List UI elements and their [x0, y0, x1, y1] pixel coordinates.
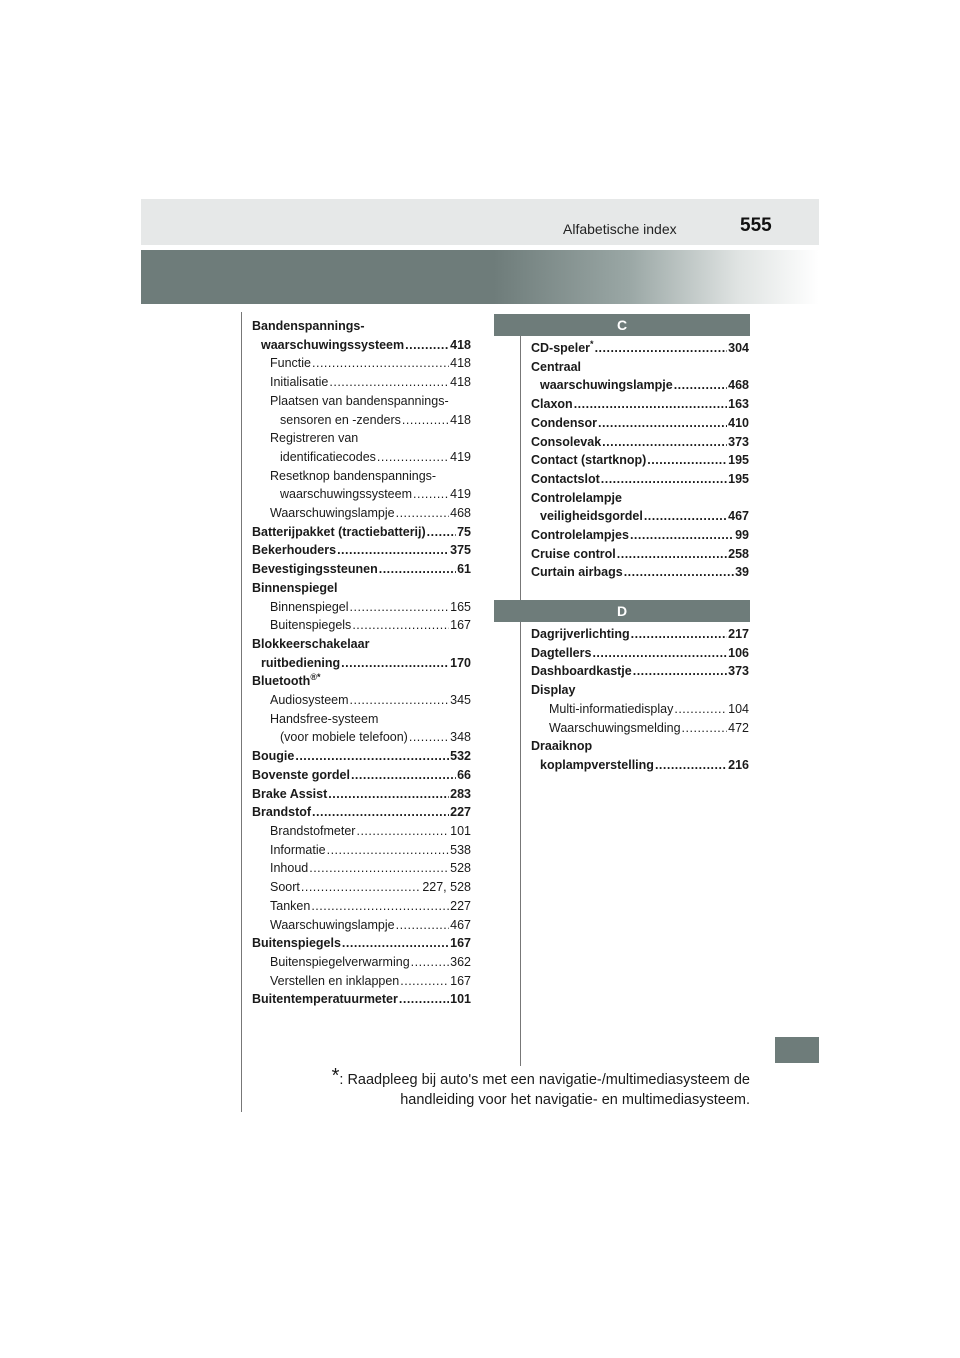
index-entry-text: Registreren van [270, 431, 359, 446]
index-entry-text: Tanken [270, 898, 311, 913]
index-entry-page: 532 [450, 749, 471, 764]
index-entry [252, 785, 471, 804]
index-entry-text: Bekerhouders [252, 543, 337, 558]
index-entry-label [280, 485, 412, 504]
index-entry [252, 747, 471, 766]
leader-dots [427, 523, 456, 542]
leader-dots [574, 395, 727, 414]
leader-dots [309, 859, 449, 878]
index-entry-text: Display [531, 683, 576, 698]
index-entry-page: 538 [450, 842, 471, 857]
index-entry-text: Buitenspiegels [270, 618, 352, 633]
index-entry-page: 167 [450, 973, 471, 988]
index-entry-label [270, 394, 449, 408]
index-entry-text: Blokkeerschakelaar [252, 636, 370, 651]
index-entry-text: Bovenste gordel [252, 767, 350, 782]
index-entry-page: 419 [450, 487, 471, 502]
index-entry-page: 468 [728, 378, 749, 393]
index-entry-label [270, 598, 349, 617]
leader-dots [351, 766, 456, 785]
index-section-d [531, 625, 749, 775]
index-entry-label [531, 545, 616, 564]
index-entry-page: 39 [735, 565, 749, 580]
index-entry-text: waarschuwingssysteem [280, 487, 412, 502]
index-entry [531, 737, 749, 756]
leader-dots [409, 728, 449, 747]
index-entry-label [252, 581, 337, 595]
index-entry-page: 375 [450, 543, 471, 558]
index-entry-page: 258 [728, 546, 749, 561]
index-column-left [252, 317, 471, 1009]
index-entry [252, 878, 471, 897]
index-entry-label [531, 470, 600, 489]
leader-dots [399, 990, 449, 1009]
index-entry-label [270, 373, 328, 392]
index-entry [531, 719, 749, 738]
index-entry-label [540, 756, 654, 775]
index-entry-text: Binnenspiegel [252, 580, 338, 595]
index-entry-text: CD-speler [531, 341, 591, 355]
index-entry-page: 101 [450, 823, 471, 838]
index-entry [252, 766, 471, 785]
leader-dots [295, 747, 449, 766]
index-entry-page: 418 [450, 337, 471, 352]
leader-dots [312, 803, 449, 822]
index-entry-page: 227 [450, 805, 471, 820]
index-entry [531, 433, 749, 452]
leader-dots [682, 719, 728, 738]
index-entry-label [252, 785, 327, 804]
index-entry-page: 170 [450, 655, 471, 670]
index-entry [531, 395, 749, 414]
index-entry-label [270, 859, 308, 878]
index-entry-page: 472 [728, 720, 749, 735]
index-entry-label [531, 644, 591, 663]
leader-dots [337, 541, 449, 560]
index-entry-label [540, 507, 643, 526]
index-entry-label [252, 560, 378, 579]
index-entry [531, 681, 749, 700]
index-entry [252, 429, 471, 448]
leader-dots [327, 841, 450, 860]
leader-dots [647, 451, 727, 470]
left-rule [241, 312, 242, 1112]
index-entry [531, 625, 749, 644]
index-entry-text: Bougie [252, 749, 295, 764]
index-entry-text: Contact (startknop) [531, 453, 647, 468]
index-entry [531, 489, 749, 508]
index-entry-label [531, 739, 592, 753]
index-entry-label [261, 654, 340, 673]
index-entry-label [531, 683, 575, 697]
leader-dots [400, 972, 449, 991]
leader-dots [352, 616, 449, 635]
leader-dots [602, 433, 727, 452]
index-entry-page: 362 [450, 954, 471, 969]
index-entry [252, 485, 471, 504]
index-entry-label [531, 662, 632, 681]
header-band [141, 199, 819, 245]
index-entry-text: veiligheidsgordel [540, 509, 643, 524]
leader-dots [329, 373, 449, 392]
index-entry-text: Inhoud [270, 861, 309, 876]
index-entry [252, 953, 471, 972]
index-entry-label [252, 747, 294, 766]
index-entry [531, 700, 749, 719]
leader-dots [312, 354, 449, 373]
index-entry-page: 467 [450, 917, 471, 932]
index-entry-text: Claxon [531, 397, 573, 412]
index-entry-page: 467 [728, 509, 749, 524]
index-entry-text: Informatie [270, 842, 326, 857]
leader-dots [377, 448, 449, 467]
index-entry-page: 75 [457, 524, 471, 539]
index-entry [252, 354, 471, 373]
index-entry [252, 672, 471, 691]
index-entry-label [531, 414, 597, 433]
index-entry [252, 897, 471, 916]
index-entry-label [270, 431, 358, 445]
index-entry-text: (voor mobiele telefoon) [280, 730, 408, 745]
index-entry-text: Condensor [531, 415, 597, 430]
index-entry-label [531, 491, 622, 505]
index-entry-text: Multi-informatiedisplay [549, 701, 674, 716]
index-entry [531, 545, 749, 564]
leader-dots [601, 470, 727, 489]
index-entry-page: 283 [450, 786, 471, 801]
index-entry-text: Audiosysteem [270, 693, 349, 708]
index-entry-page: 165 [450, 599, 471, 614]
index-entry-label [270, 504, 395, 523]
index-entry-text: Buitenspiegelverwarming [270, 954, 410, 969]
leader-dots [396, 916, 450, 935]
index-entry-text: Consolevak [531, 434, 602, 449]
index-entry-text: Brake Assist [252, 786, 328, 801]
leader-dots [674, 700, 727, 719]
index-entry [252, 616, 471, 635]
index-entry-page: 418 [450, 412, 471, 427]
leader-dots [644, 507, 727, 526]
index-entry [252, 972, 471, 991]
index-entry-text: Functie [270, 356, 311, 371]
leader-dots [301, 878, 421, 897]
index-entry-page: 167 [450, 618, 471, 633]
index-entry-text: Dagrijverlichting [531, 627, 630, 641]
index-entry [252, 392, 471, 411]
index-entry-label [270, 822, 355, 841]
index-entry-text: Controlelampjes [531, 528, 629, 543]
footnote-star: * [331, 1065, 340, 1087]
leader-dots [413, 485, 449, 504]
index-entry-label [531, 360, 581, 374]
leader-dots [341, 654, 449, 673]
index-entry-label [270, 972, 399, 991]
index-entry-text: ruitbediening [261, 655, 341, 670]
index-entry-label [252, 990, 398, 1009]
index-entry-text: Controlelampje [531, 490, 622, 505]
index-entry [252, 467, 471, 486]
leader-dots [402, 411, 449, 430]
index-entry-superscript: ®* [310, 672, 321, 683]
index-entry-page: 419 [450, 449, 471, 464]
leader-dots [624, 563, 734, 582]
index-entry-label [280, 728, 408, 747]
index-entry-label [531, 563, 623, 582]
footnote [307, 1066, 750, 1110]
index-entry-label [270, 897, 310, 916]
index-entry-page: 528 [450, 861, 471, 876]
index-entry-page: 227 [450, 898, 471, 913]
index-entry-label [280, 448, 376, 467]
index-entry-text: identificatiecodes [280, 449, 376, 464]
index-entry-page: 66 [457, 767, 471, 782]
index-entry [252, 448, 471, 467]
leader-dots [631, 625, 728, 644]
index-entry-label [270, 841, 326, 860]
index-entry-page: 104 [728, 701, 749, 716]
index-entry [252, 598, 471, 617]
index-entry-page: 304 [728, 341, 749, 355]
index-entry-label [270, 469, 436, 483]
index-entry-label [531, 625, 630, 644]
index-entry [531, 507, 749, 526]
index-entry [252, 803, 471, 822]
index-entry [531, 644, 749, 663]
index-entry [531, 470, 749, 489]
index-entry-label [540, 376, 673, 395]
index-entry-text: Waarschuwingslampje [270, 917, 395, 932]
index-entry-text: Batterijpakket (tractiebatterij) [252, 524, 426, 539]
index-entry-text: Dashboardkastje [531, 664, 632, 679]
index-entry [252, 728, 471, 747]
leader-dots [617, 545, 727, 564]
index-entry-text: Soort [270, 880, 300, 895]
page-number: 555 [740, 215, 772, 236]
index-entry-text: Brandstof [252, 805, 312, 820]
index-entry-text: Bandenspannings- [252, 319, 365, 333]
index-entry [252, 411, 471, 430]
index-entry-page: 195 [728, 471, 749, 486]
section-header-d: D [494, 600, 750, 622]
index-entry-text: Verstellen en inklappen [270, 973, 400, 988]
index-entry [531, 414, 749, 433]
index-entry [252, 841, 471, 860]
index-entry [252, 934, 471, 953]
index-entry-label [280, 411, 401, 430]
index-entry-page: 61 [457, 562, 471, 577]
index-entry-text: Binnenspiegel [270, 599, 349, 614]
index-entry-text: Curtain airbags [531, 565, 623, 580]
leader-dots [633, 662, 727, 681]
index-entry-page: 101 [450, 992, 471, 1007]
index-entry-text: Bevestigingssteunen [252, 562, 378, 577]
decorative-gradient-bar [141, 250, 819, 304]
index-entry-text: waarschuwingssysteem [261, 337, 405, 352]
index-entry-text: sensoren en -zenders [280, 412, 401, 427]
index-entry [531, 376, 749, 395]
index-entry-label [549, 700, 673, 719]
leader-dots [356, 822, 449, 841]
footnote-line-2: handleiding voor het navigatie- en multimediasysteem. [400, 1092, 750, 1108]
leader-dots [379, 560, 456, 579]
index-entry-page: 373 [728, 434, 749, 449]
index-entry-text: Plaatsen van bandenspannings- [270, 393, 449, 408]
leader-dots [598, 414, 727, 433]
index-entry-text: Draaiknop [531, 739, 593, 754]
index-entry-page: 418 [450, 375, 471, 390]
index-entry-page: 418 [450, 356, 471, 371]
index-entry-label [252, 541, 336, 560]
leader-dots [655, 756, 727, 775]
index-entry [531, 662, 749, 681]
index-entry-label [270, 616, 351, 635]
leader-dots [350, 691, 450, 710]
index-entry-page: 216 [728, 757, 749, 772]
index-entry-label [270, 878, 300, 897]
index-entry [531, 756, 749, 775]
leader-dots [674, 376, 727, 395]
leader-dots [396, 504, 450, 523]
leader-dots [350, 598, 450, 617]
index-entry [252, 504, 471, 523]
index-section-c [531, 339, 749, 582]
index-entry [252, 541, 471, 560]
index-entry [252, 691, 471, 710]
index-entry [252, 859, 471, 878]
index-entry-text: Cruise control [531, 546, 616, 561]
index-entry-page: 227, 528 [422, 880, 471, 895]
index-entry-label [531, 395, 573, 414]
index-entry-text: Bluetooth [252, 674, 311, 689]
index-entry-label [252, 674, 320, 688]
index-entry-label [252, 766, 350, 785]
index-entry-label [531, 433, 601, 452]
index-entry-text: Buitentemperatuurmeter [252, 992, 398, 1007]
index-entry [531, 339, 749, 358]
index-entry [531, 526, 749, 545]
index-entry [252, 916, 471, 935]
index-entry [252, 579, 471, 598]
section-header-c: C [494, 314, 750, 336]
index-entry-text: Handsfree-systeem [270, 711, 379, 726]
index-entry-label [270, 354, 311, 373]
index-entry-superscript: * [590, 339, 594, 349]
index-entry-label [549, 719, 681, 738]
index-entry [531, 451, 749, 470]
index-entry-text: Waarschuwingslampje [270, 506, 395, 521]
index-entry-text: waarschuwingslampje [540, 378, 673, 393]
index-entry-label [270, 916, 395, 935]
index-entry [252, 317, 471, 336]
index-entry [531, 563, 749, 582]
index-entry-page: 217 [728, 627, 749, 641]
index-entry-page: 468 [450, 506, 471, 521]
index-entry-label [252, 523, 426, 542]
index-entry [252, 635, 471, 654]
footnote-line-1: : Raadpleeg bij auto's met een navigatie-/multimediasysteem de [339, 1072, 750, 1088]
index-entry-label [270, 953, 410, 972]
leader-dots [405, 336, 449, 355]
index-entry [252, 654, 471, 673]
index-entry-page: 195 [728, 453, 749, 468]
thumb-index-tab [775, 1037, 819, 1063]
index-entry-label [252, 934, 341, 953]
leader-dots [595, 339, 728, 358]
index-entry [531, 358, 749, 377]
index-entry-label [531, 451, 646, 470]
index-entry [252, 523, 471, 542]
leader-dots [328, 785, 449, 804]
index-entry [252, 373, 471, 392]
index-entry-text: Resetknop bandenspannings- [270, 468, 437, 483]
index-entry-label [252, 319, 365, 333]
index-entry-text: Brandstofmeter [270, 823, 356, 838]
index-entry [252, 336, 471, 355]
leader-dots [411, 953, 449, 972]
column-divider [520, 316, 521, 1066]
index-entry-page: 167 [450, 936, 471, 951]
index-entry-label [531, 339, 594, 358]
index-entry-page: 106 [728, 645, 749, 660]
index-entry-text: Centraal [531, 359, 582, 374]
index-entry-page: 348 [450, 730, 471, 745]
index-entry-text: Contactslot [531, 471, 600, 486]
leader-dots [342, 934, 449, 953]
index-entry [252, 710, 471, 729]
page-title: Alfabetische index [563, 221, 677, 237]
index-entry-page: 99 [735, 528, 749, 543]
index-entry-text: Buitenspiegels [252, 936, 341, 951]
leader-dots [592, 644, 727, 663]
index-entry-label [252, 637, 369, 651]
index-entry-label [252, 803, 311, 822]
index-entry-label [261, 336, 404, 355]
index-entry [252, 990, 471, 1009]
index-entry-label [531, 526, 629, 545]
leader-dots [311, 897, 449, 916]
index-entry [252, 560, 471, 579]
index-entry-page: 410 [728, 415, 749, 430]
index-entry-page: 373 [728, 664, 749, 679]
index-entry-text: Waarschuwingsmelding [549, 720, 681, 735]
index-entry-text: Dagtellers [531, 645, 592, 660]
index-entry-page: 345 [450, 693, 471, 708]
index-entry-label [270, 691, 349, 710]
index-entry [252, 822, 471, 841]
index-entry-page: 163 [728, 397, 749, 412]
leader-dots [630, 526, 734, 545]
index-entry-text: Initialisatie [270, 375, 329, 390]
index-entry-text: koplampverstelling [540, 757, 654, 772]
index-entry-label [270, 712, 378, 726]
